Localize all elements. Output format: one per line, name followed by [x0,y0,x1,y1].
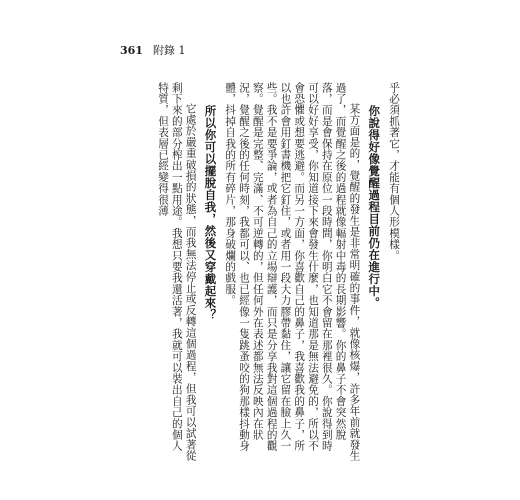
paragraph-continuation: 乎必須抓著它，才能有個人形模樣。 [388,82,400,262]
section-title: 附錄 1 [152,44,186,57]
paragraph: 它處於嚴重破損的狀態，而我無法停止或反轉這個過程，但我可以試著從剩下來的部分榨出一點用途。我想只要我還活著，我就可以裝出自己的個人特質，但表層已經變得很薄 [157,82,197,462]
running-head [120,44,185,58]
paragraph: 某方面是的，覺醒的發生是非常明確的事件，就像核爆，許多年前就發生過了，而覺醒之後的過程就像輻射中毒的長期影響。你的鼻子不會突然脫落，而是會保持在原位一段時間，你明白它不會留在那裡很久。你說得到時可以好好享受，你知道接下來會發生什麼，也知道那是無法避免的，所以不會恐懼或想要逃避。而另一方面，你喜歡自己的鼻子，我喜歡我的鼻子，所以也許會用釘書機把它釘住，或者用一段大力膠帶黏住，讓它留在臉上久一些。我不是要爭論，或者為自己的立場辯護，而只是分享我對這個過程的觀察。覺醒是完整、完滿、不可逆轉的，但任何外在表述都無法反映內在狀況，覺醒之後的任何時刻，我都可以、也已經像一隻跳蚤咬的狗那樣抖動身體，抖掉自我的所有碎片，那身破爛的戲服。 [224,82,361,462]
section-heading: 所以你可以擺脫自我，然後又穿戴起來？ [203,104,218,321]
page-body [157,82,400,462]
section-heading: 你說得好像覺醒過程目前仍在進行中。 [367,104,382,309]
page-number: 361 [120,44,143,57]
